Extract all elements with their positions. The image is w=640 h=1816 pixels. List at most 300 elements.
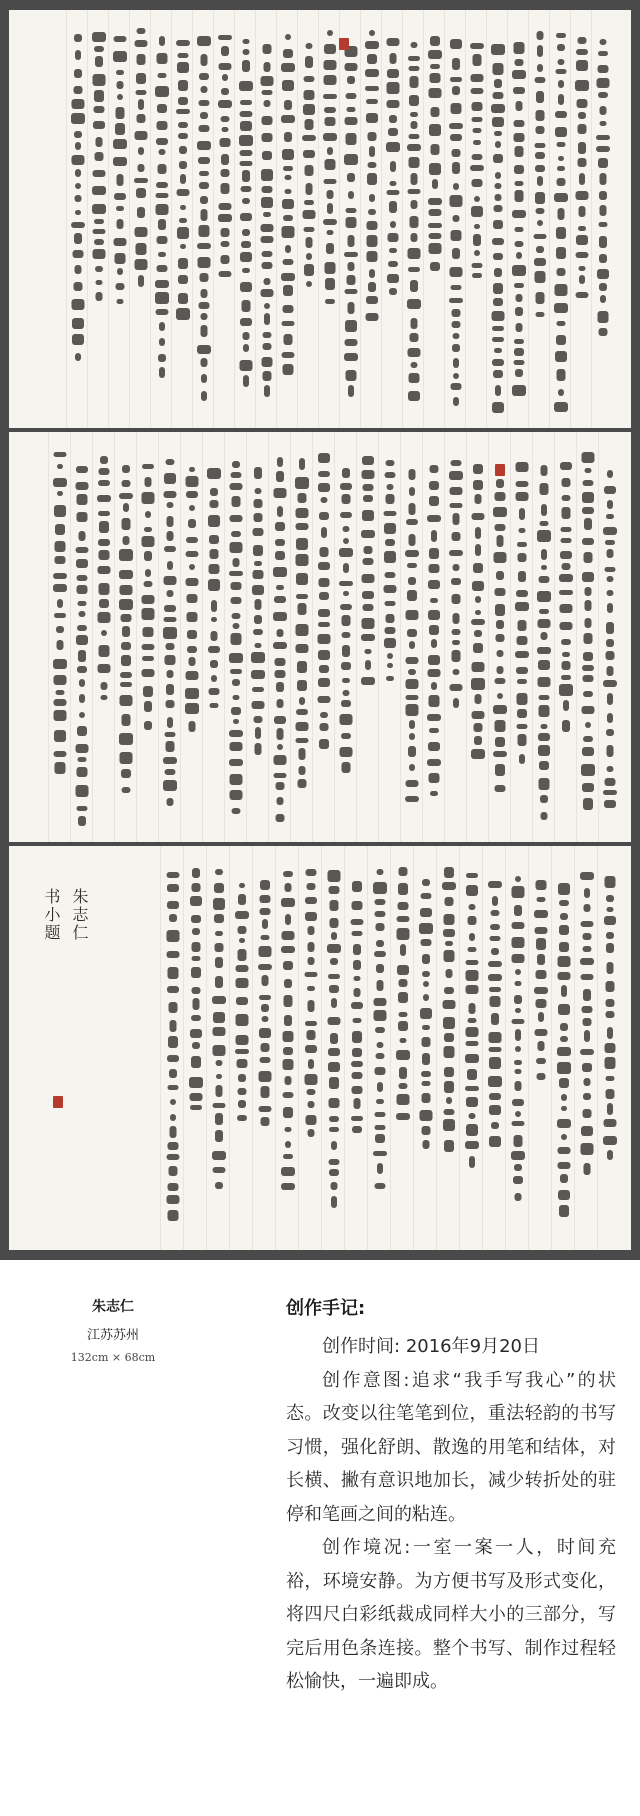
ink-glyph <box>583 675 594 682</box>
ink-glyph <box>295 477 309 489</box>
calligraphy-column <box>180 432 203 842</box>
calligraphy-column <box>381 10 403 428</box>
ink-glyph <box>361 634 375 641</box>
ink-glyph <box>453 183 459 190</box>
ink-glyph <box>554 284 567 296</box>
ink-glyph <box>189 505 195 511</box>
ink-glyph <box>167 502 174 508</box>
ink-glyph <box>302 210 315 219</box>
ink-glyph <box>53 478 67 487</box>
ink-glyph <box>319 665 329 673</box>
ink-glyph <box>233 623 240 629</box>
ink-glyph <box>537 45 543 57</box>
calligraphy-panel-1 <box>9 10 631 428</box>
ink-glyph <box>387 663 393 668</box>
ink-glyph <box>275 551 285 560</box>
ink-glyph <box>198 302 209 309</box>
ink-glyph <box>348 385 354 397</box>
ink-glyph <box>232 808 241 814</box>
ink-glyph <box>186 671 199 680</box>
ink-glyph <box>581 1126 593 1136</box>
ink-glyph <box>345 370 356 381</box>
ink-glyph <box>576 60 588 71</box>
ink-glyph <box>138 147 144 155</box>
ink-glyph <box>164 576 177 585</box>
ink-glyph <box>116 299 123 304</box>
ink-glyph <box>386 676 394 681</box>
ink-glyph <box>577 37 586 44</box>
ink-glyph <box>376 964 384 973</box>
ink-glyph <box>513 120 524 127</box>
ink-glyph <box>366 99 378 104</box>
ink-glyph <box>428 669 441 677</box>
ink-glyph <box>453 613 460 624</box>
ink-glyph <box>135 243 146 255</box>
ink-glyph <box>376 940 384 947</box>
ink-glyph <box>536 1058 546 1064</box>
ink-glyph <box>235 1049 249 1054</box>
ink-glyph <box>556 142 565 147</box>
ink-glyph <box>261 133 272 142</box>
calligraphy-column <box>482 846 506 1250</box>
ink-glyph <box>155 193 168 198</box>
ink-glyph <box>215 1113 223 1125</box>
ink-glyph <box>561 1106 567 1111</box>
ink-glyph <box>169 914 177 922</box>
ink-glyph <box>101 682 108 690</box>
ink-glyph <box>362 591 374 599</box>
ink-glyph <box>298 603 307 615</box>
ink-glyph <box>467 1018 476 1023</box>
ink-glyph <box>475 610 481 615</box>
ink-glyph <box>53 573 67 579</box>
ink-glyph <box>474 250 480 256</box>
ink-glyph <box>276 782 285 790</box>
ink-glyph <box>511 1019 524 1024</box>
ink-glyph <box>93 106 104 113</box>
ink-glyph <box>189 1077 203 1088</box>
ink-glyph <box>386 82 399 94</box>
ink-glyph <box>465 1054 479 1063</box>
ink-glyph <box>374 951 386 957</box>
ink-glyph <box>473 464 483 474</box>
ink-glyph <box>430 36 440 46</box>
ink-glyph <box>519 754 525 764</box>
ink-glyph <box>177 53 188 58</box>
ink-glyph <box>536 246 544 253</box>
ink-glyph <box>396 1094 409 1105</box>
calligraphy-column <box>312 432 335 842</box>
ink-glyph <box>384 511 397 516</box>
ink-glyph <box>363 495 373 502</box>
ink-glyph <box>134 227 147 237</box>
ink-glyph <box>307 942 314 952</box>
ink-glyph <box>606 907 613 912</box>
ink-glyph <box>407 144 421 151</box>
ink-glyph <box>239 883 245 888</box>
calligraphy-column <box>229 846 253 1250</box>
ink-glyph <box>495 737 505 747</box>
ink-glyph <box>472 128 481 133</box>
ink-glyph <box>605 778 616 786</box>
calligraphy-column <box>158 432 181 842</box>
ink-glyph <box>474 196 480 202</box>
ink-glyph <box>606 639 614 647</box>
ink-glyph <box>452 594 461 604</box>
ink-glyph <box>598 222 607 227</box>
ink-glyph <box>167 516 174 527</box>
ink-glyph <box>488 961 502 967</box>
ink-glyph <box>450 134 462 141</box>
ink-glyph <box>516 481 529 487</box>
ink-glyph <box>121 642 131 650</box>
ink-glyph <box>307 926 314 935</box>
ink-glyph <box>324 117 335 126</box>
ink-glyph <box>389 288 397 295</box>
ink-glyph <box>429 496 439 506</box>
ink-glyph <box>53 659 67 669</box>
ink-glyph <box>164 491 177 498</box>
ink-glyph <box>304 972 317 977</box>
ink-glyph <box>253 545 263 556</box>
ink-glyph <box>408 577 416 585</box>
ink-glyph <box>255 743 262 755</box>
ink-glyph <box>465 1027 478 1037</box>
ink-glyph <box>197 243 211 249</box>
ink-glyph <box>251 670 265 679</box>
ink-glyph <box>366 113 378 123</box>
ink-glyph <box>585 587 592 596</box>
ink-glyph <box>468 1003 475 1014</box>
ink-glyph <box>213 1012 225 1023</box>
ink-glyph <box>517 709 527 718</box>
ink-glyph <box>98 511 110 516</box>
ink-glyph <box>347 235 354 247</box>
ink-glyph <box>451 149 460 157</box>
ink-glyph <box>443 950 454 962</box>
ink-glyph <box>305 1115 316 1125</box>
ink-glyph <box>167 798 174 806</box>
ink-glyph <box>387 653 393 659</box>
ink-glyph <box>210 488 218 496</box>
ink-glyph <box>365 86 379 91</box>
ink-glyph <box>365 660 371 670</box>
ink-glyph <box>340 714 353 725</box>
ink-glyph <box>282 149 294 160</box>
ink-glyph <box>198 157 210 164</box>
ink-glyph <box>362 456 374 465</box>
ink-glyph <box>407 299 421 309</box>
ink-glyph <box>120 752 133 764</box>
ink-glyph <box>342 632 351 638</box>
ink-glyph <box>77 806 88 811</box>
ink-glyph <box>562 507 571 519</box>
ink-glyph <box>495 785 506 792</box>
ink-glyph <box>488 1047 501 1052</box>
ink-glyph <box>78 757 87 762</box>
ink-glyph <box>450 503 463 508</box>
ink-glyph <box>75 142 81 150</box>
creation-situation-text: 一室一案一人，时间充裕，环境安静。为方便书写及形式变化，将四尺白彩纸裁成同样大小的三部分，写完后用色条连接。整个书写、制作过程轻松愉快，一遍即成。 <box>286 1537 616 1692</box>
ink-glyph <box>408 157 419 168</box>
calligraphy-column <box>554 432 577 842</box>
ink-glyph <box>99 583 110 595</box>
ink-glyph <box>560 913 568 920</box>
ink-glyph <box>428 655 440 665</box>
ink-glyph <box>583 1093 591 1100</box>
ink-glyph <box>298 779 307 788</box>
ink-glyph <box>474 723 483 732</box>
ink-glyph <box>328 1062 340 1072</box>
ink-glyph <box>189 657 196 666</box>
ink-glyph <box>221 154 229 165</box>
ink-glyph <box>537 176 543 186</box>
ink-glyph <box>178 97 188 105</box>
ink-glyph <box>79 611 86 617</box>
ink-glyph <box>142 608 155 620</box>
ink-glyph <box>76 482 89 490</box>
ink-glyph <box>71 299 84 310</box>
ink-glyph <box>538 1012 544 1022</box>
ink-glyph <box>198 125 209 132</box>
ink-glyph <box>353 960 361 970</box>
ink-glyph <box>259 908 270 915</box>
ink-glyph <box>422 1053 430 1065</box>
ink-glyph <box>277 744 283 750</box>
ink-glyph <box>470 165 484 171</box>
ink-glyph <box>320 547 329 557</box>
ink-glyph <box>282 1031 293 1042</box>
ink-glyph <box>422 954 430 964</box>
ink-glyph <box>561 538 572 543</box>
ink-glyph <box>94 219 104 224</box>
ink-glyph <box>444 1067 454 1077</box>
ink-glyph <box>116 81 123 89</box>
ink-glyph <box>95 56 103 67</box>
ink-glyph <box>420 893 431 899</box>
ink-glyph <box>260 1043 269 1052</box>
ink-glyph <box>585 468 592 473</box>
ink-glyph <box>262 919 268 929</box>
ink-glyph <box>514 283 524 288</box>
ink-glyph <box>343 526 350 532</box>
ink-glyph <box>575 292 588 298</box>
ink-glyph <box>406 695 419 700</box>
ink-glyph <box>200 289 207 298</box>
ink-glyph <box>471 179 482 187</box>
ink-glyph <box>429 564 440 573</box>
ink-glyph <box>467 1069 477 1080</box>
ink-glyph <box>281 946 295 953</box>
ink-glyph <box>169 1069 177 1078</box>
ink-glyph <box>253 528 264 536</box>
ink-glyph <box>598 328 607 336</box>
ink-glyph <box>123 536 130 545</box>
ink-glyph <box>451 460 462 466</box>
ink-glyph <box>465 1141 479 1149</box>
ink-glyph <box>428 198 442 205</box>
ink-glyph <box>578 206 585 217</box>
ink-glyph <box>512 385 526 396</box>
ink-glyph <box>273 567 287 577</box>
ink-glyph <box>492 337 504 342</box>
ink-glyph <box>237 926 246 934</box>
ink-glyph <box>307 1000 314 1012</box>
ink-glyph <box>283 215 293 221</box>
ink-glyph <box>535 970 546 979</box>
ink-glyph <box>340 747 353 757</box>
ink-glyph <box>471 263 482 268</box>
calligraphy-column <box>66 10 88 428</box>
ink-glyph <box>472 711 485 719</box>
ink-glyph <box>254 615 262 624</box>
ink-glyph <box>489 1105 501 1115</box>
ink-glyph <box>496 620 504 629</box>
ink-glyph <box>200 112 208 119</box>
ink-glyph <box>352 1031 362 1043</box>
ink-glyph <box>604 800 616 808</box>
ink-glyph <box>494 268 502 277</box>
ink-glyph <box>339 548 353 557</box>
ink-glyph <box>554 303 568 313</box>
ink-glyph <box>350 919 363 925</box>
ink-glyph <box>493 507 507 517</box>
ink-glyph <box>252 585 264 595</box>
ink-glyph <box>240 252 252 262</box>
ink-glyph <box>259 1057 270 1063</box>
ink-glyph <box>282 305 293 313</box>
ink-glyph <box>180 244 186 249</box>
ink-glyph <box>535 192 545 204</box>
ink-glyph <box>535 126 544 134</box>
ink-glyph <box>516 590 528 597</box>
creation-notes <box>286 1294 616 1699</box>
ink-glyph <box>324 44 336 54</box>
ink-glyph <box>561 985 567 997</box>
ink-glyph <box>260 289 273 297</box>
ink-glyph <box>472 273 482 278</box>
ink-glyph <box>515 876 521 882</box>
ink-glyph <box>342 645 350 657</box>
ink-glyph <box>497 666 504 674</box>
ink-glyph <box>327 1017 340 1025</box>
ink-glyph <box>260 1117 269 1126</box>
ink-glyph <box>255 488 262 494</box>
ink-glyph <box>512 210 526 218</box>
calligraphy-column <box>488 432 511 842</box>
calligraphy-column <box>276 10 298 428</box>
ink-glyph <box>305 237 312 248</box>
ink-glyph <box>296 738 309 743</box>
ink-glyph <box>554 193 568 202</box>
ink-glyph <box>99 521 109 533</box>
ink-glyph <box>362 574 375 583</box>
ink-glyph <box>220 169 229 177</box>
ink-glyph <box>582 492 594 503</box>
ink-glyph <box>142 669 155 677</box>
ink-glyph <box>177 62 189 73</box>
ink-glyph <box>353 1098 360 1109</box>
ink-glyph <box>555 127 567 137</box>
ink-glyph <box>535 152 545 159</box>
ink-glyph <box>283 1047 293 1055</box>
ink-glyph <box>122 480 131 487</box>
ink-glyph <box>99 550 110 560</box>
ink-glyph <box>304 200 314 205</box>
ink-glyph <box>261 1004 269 1012</box>
ink-glyph <box>307 957 314 965</box>
ink-glyph <box>119 599 133 610</box>
ink-glyph <box>77 666 87 673</box>
ink-glyph <box>281 273 295 281</box>
ink-glyph <box>239 135 253 146</box>
ink-glyph <box>214 943 223 952</box>
ink-glyph <box>408 746 416 757</box>
ink-glyph <box>475 694 482 704</box>
ink-glyph <box>369 30 375 36</box>
ink-glyph <box>218 203 231 210</box>
ink-glyph <box>385 472 396 478</box>
ink-glyph <box>281 931 294 940</box>
ink-glyph <box>274 755 287 765</box>
ink-glyph <box>541 504 547 516</box>
ink-glyph <box>599 236 607 248</box>
ink-glyph <box>220 241 229 247</box>
ink-glyph <box>263 100 270 107</box>
ink-glyph <box>606 729 614 736</box>
ink-glyph <box>445 969 452 978</box>
ink-glyph <box>325 278 335 290</box>
ink-glyph <box>450 230 461 241</box>
ink-glyph <box>581 1006 592 1013</box>
ink-glyph <box>212 1151 226 1160</box>
ink-glyph <box>493 253 503 260</box>
ink-glyph <box>143 686 153 697</box>
ink-glyph <box>254 561 262 566</box>
ink-glyph <box>113 51 127 62</box>
ink-glyph <box>260 1086 269 1098</box>
ink-glyph <box>76 547 89 553</box>
ink-glyph <box>429 625 439 635</box>
ink-glyph <box>575 252 588 258</box>
ink-glyph <box>406 679 419 689</box>
ink-glyph <box>169 1126 176 1138</box>
ink-glyph <box>178 80 188 91</box>
ink-glyph <box>98 612 111 623</box>
ink-glyph <box>77 585 88 594</box>
ink-glyph <box>101 695 108 700</box>
ink-glyph <box>554 402 568 412</box>
ink-glyph <box>187 594 198 603</box>
ink-glyph <box>473 480 483 490</box>
ink-glyph <box>113 238 126 246</box>
ink-glyph <box>231 633 242 645</box>
ink-glyph <box>344 154 358 165</box>
ink-glyph <box>262 371 271 381</box>
ink-glyph <box>191 956 200 961</box>
ink-glyph <box>282 364 293 375</box>
ink-glyph <box>167 531 174 541</box>
calligraphy-column <box>528 10 550 428</box>
ink-glyph <box>209 535 219 544</box>
ink-glyph <box>198 225 209 237</box>
ink-glyph <box>466 885 478 896</box>
ink-glyph <box>54 613 66 618</box>
ink-glyph <box>197 257 210 268</box>
ink-glyph <box>452 629 461 635</box>
ink-glyph <box>116 174 123 186</box>
ink-glyph <box>578 226 586 231</box>
